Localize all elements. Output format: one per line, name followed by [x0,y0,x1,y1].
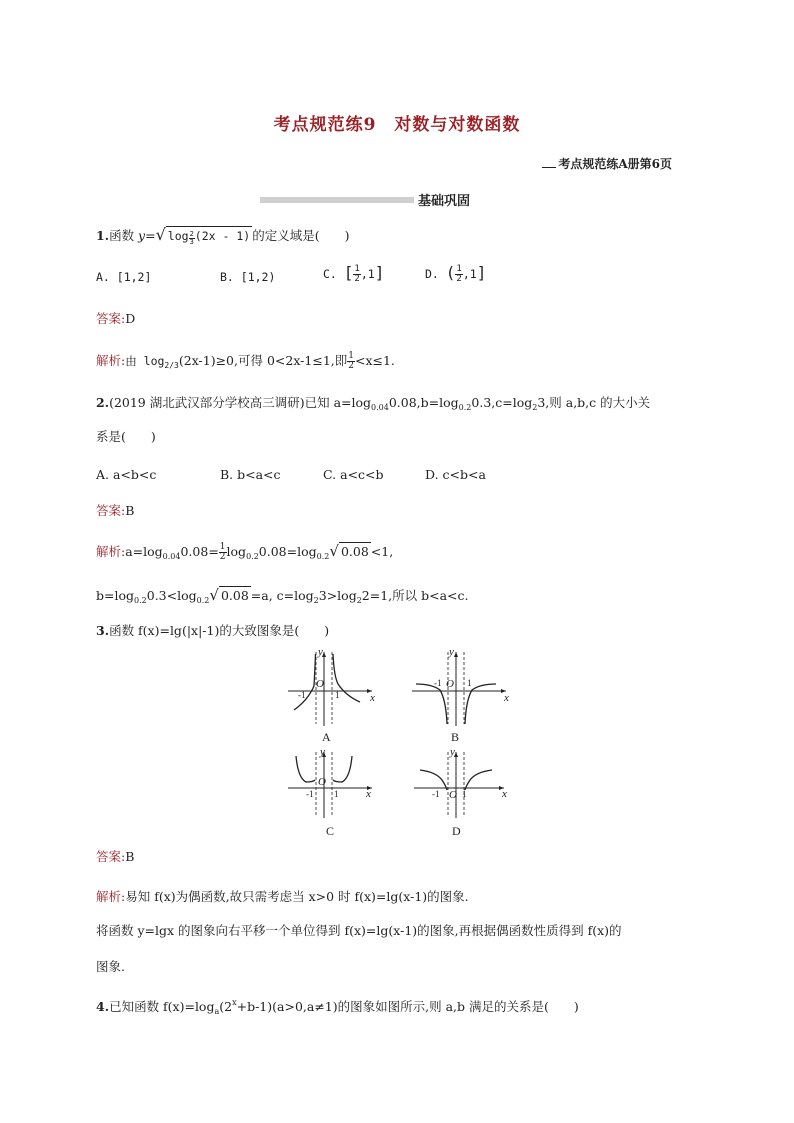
question-text: 函数 [109,228,139,243]
explanation-fraction [219,543,227,562]
explanation-1 [96,352,395,375]
answer-value: B [125,849,135,864]
explanation-text: <1, [370,544,394,559]
axis-y-label: y [450,746,455,758]
origin-label: O [316,678,324,690]
fraction-numerator: 1 [219,542,226,552]
answer-3 [96,848,134,866]
explanation-text: 2=1,所以 b<a<c. [361,588,469,603]
explanation-text: 3>log [318,588,357,603]
fraction-denominator: 2 [354,274,360,284]
option-a: A. [1,2] [96,270,152,284]
radicand: 0.08 [220,588,249,603]
axis-y-label: y [449,646,454,658]
fraction-denominator: 2 [456,274,462,284]
bracket-close: ] [374,263,385,282]
explanation-text: 0.08=log [258,544,317,559]
y-axis-arrow-icon [454,652,458,657]
question-text: 函数 f(x)=lg(|x|-1)的大致图象是( ) [109,623,330,638]
curve-right [465,684,496,724]
graph-label-d: D [452,824,461,838]
page-title: 考点规范练9 对数与对数函数 [273,115,521,135]
fraction-numerator: 2 [189,230,194,238]
sqrt-icon: √ [329,542,339,560]
curve-left [416,684,447,724]
bracket-close: ] [476,263,487,282]
curve-left [294,654,316,710]
fraction-denominator: 3 [189,238,194,246]
curve-left [296,756,315,782]
graph-b [410,648,510,728]
axis-y-label: y [318,646,323,658]
radicand [166,226,252,246]
axis-y-label: y [320,746,325,758]
sqrt-icon: √ [155,225,166,244]
explanation-fraction [347,352,355,371]
log-base: 0.2 [246,552,259,561]
graph-a [286,648,376,728]
explanation-text: 0.3<log [146,588,197,603]
log-base: 0.2 [316,552,330,561]
log-base: 0.04 [371,403,389,412]
log-base: 2 [313,596,319,605]
explanation-text: =a, c=log [250,588,314,603]
explanation-text: log [226,544,247,559]
graph-d [412,748,508,820]
graph-label-c: C [326,824,335,838]
paren-open: ( [445,263,456,282]
tick-pos-1: 1 [467,678,472,688]
bracket-open: [ [343,263,354,282]
explanation-text: 0.08= [180,544,219,559]
axis-x-label: x [366,788,371,800]
equals-sign: = [145,228,156,243]
explanation-3-line1 [96,888,469,906]
tick-neg-1: -1 [432,789,440,799]
question-number: 1. [96,228,110,243]
question-text: 已知函数 f(x)=log [109,999,215,1014]
answer-1 [96,310,135,328]
explanation-text: <x≤1. [354,353,395,368]
question-4-stem [96,994,579,1021]
tick-neg-1: -1 [306,789,314,799]
option-label: D. [425,267,446,281]
fraction-numerator: 1 [348,351,354,361]
graph-c [286,748,376,820]
sqrt-icon: √ [209,586,219,604]
question-text: 0.3,c=log [471,395,533,410]
log-base: 2/3 [164,361,179,370]
question-2-stem [96,394,650,417]
explanation-2-line1 [96,542,393,566]
explanation-text: 易知 f(x)为偶函数,故只需考虑当 x>0 时 f(x)=lg(x-1)的图象. [125,889,469,904]
log-base: 0.04 [162,552,181,561]
explanation-label: 解析: [96,353,126,368]
log-base: 0.2 [458,403,472,412]
tick-pos-1: 1 [334,789,339,799]
question-text: +b-1)(a>0,a≠1)的图象如图所示,则 a,b 满足的关系是( ) [236,999,579,1014]
option-b: B. [1,2) [220,270,276,284]
explanation-label: 解析: [96,544,126,559]
origin-label: O [318,776,326,788]
option-d: D. c<b<a [425,467,486,482]
section-divider-bar [260,197,414,203]
origin-label: O [449,789,457,801]
axis-x-label: x [502,788,507,800]
explanation-label: 解析: [96,889,126,904]
tick-pos-1: 1 [462,789,467,799]
curve-left [420,770,447,790]
answer-value: D [125,311,136,326]
question-text: 的定义域是( ) [252,228,350,243]
option-a: A. a<b<c [96,467,157,482]
question-text: 3,则 a,b,c 的大小关 [537,395,651,410]
option-d [425,264,486,284]
origin-label: O [446,678,454,690]
question-number: 4. [96,999,110,1014]
fraction-denominator: 2 [219,552,226,562]
answer-2 [96,502,134,520]
question-text: (2 [219,999,233,1014]
radicand: 0.08 [340,544,369,559]
tick-pos-1: 1 [335,690,340,700]
log-argument: (2x - 1) [194,229,251,243]
log-base: 2 [356,596,362,605]
explanation-text: b=log [96,588,135,603]
explanation-3-line3: 图象. [96,959,125,974]
fraction-numerator: 1 [354,264,360,274]
option-fraction [353,265,360,284]
explanation-text: (2x-1)≥0,可得 0<2x-1≤1,即 [178,353,348,368]
log-base: 0.2 [196,596,210,605]
curve-right [333,756,352,782]
option-b: B. b<a<c [220,467,281,482]
question-1-stem [96,226,349,246]
log-base: 0.2 [134,596,147,605]
answer-value: B [125,503,135,518]
option-fraction [455,265,462,284]
explanation-2-line2 [96,586,469,610]
question-2-stem-line2: 系是( ) [96,429,156,444]
underline-mark [542,167,556,168]
question-text: 0.08,b=log [388,395,459,410]
question-number: 2. [96,395,110,410]
question-text: (2019 湖北武汉部分学校高三调研)已知 a=log [109,395,372,410]
option-c: C. a<c<b [323,467,384,482]
option-value: ,1 [360,267,375,281]
tick-neg-1: -1 [434,678,442,688]
book-reference-text: 考点规范练A册第6页 [558,157,672,171]
answer-label: 答案: [96,849,126,864]
tick-neg-1: -1 [298,690,306,700]
explanation-3-line2: 将函数 y=lgx 的图象向右平移一个单位得到 f(x)=lg(x-1)的图象,再根据偶函数性质得到 f(x)的 [96,923,622,938]
answer-label: 答案: [96,311,126,326]
answer-label: 答案: [96,503,126,518]
question-number: 3. [96,623,110,638]
fraction-denominator: 2 [348,361,354,371]
option-value: ,1 [462,267,477,281]
explanation-text: 由 log [125,354,165,368]
explanation-text: a=log [125,544,163,559]
graph-label-a: A [322,730,331,744]
fraction-numerator: 1 [456,264,462,274]
graph-label-b: B [451,730,460,744]
question-3-stem [96,622,329,640]
log-text: log [167,229,189,243]
curve-right [465,770,492,790]
exponent: x [232,998,237,1007]
option-label: C. [323,267,344,281]
log-base: a [214,1007,220,1016]
var-y: y [138,228,146,243]
axis-x-label: x [370,692,375,704]
option-c [323,264,384,284]
book-reference [542,155,672,172]
log-base: 2 [532,403,538,412]
axis-x-label: x [504,692,509,704]
section-title: 基础巩固 [418,194,471,209]
